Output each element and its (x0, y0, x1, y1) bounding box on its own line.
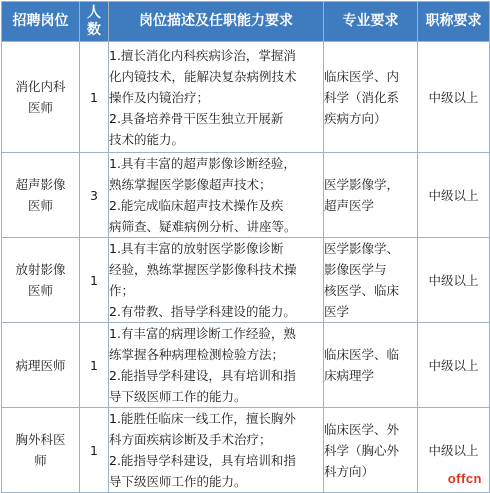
major-line: 疾病方向） (324, 110, 387, 126)
description-line: 熟练掌握医学影像超声技术； (109, 177, 272, 192)
description-line: 导下级医师工作的能力。 (109, 474, 247, 489)
major-line: 科方向） (324, 463, 375, 479)
major-line: 医学 (324, 304, 350, 319)
post-line: 病理医师 (15, 357, 66, 373)
major-line: 临床医学、外 (324, 421, 400, 437)
description-line: 技术的能力。 (109, 131, 185, 147)
post-cell (2, 323, 80, 408)
post-cell (2, 42, 80, 153)
table-row (2, 42, 490, 153)
major-line: 核医学、临床 (324, 283, 400, 298)
post-line: 胸外科医 (15, 432, 66, 447)
post-line: 医师 (27, 100, 53, 115)
count-cell: 3 (80, 153, 109, 238)
description-line: 病筛查、疑难病例分析、讲座等。 (109, 219, 297, 234)
major-line: 医学影像学， (324, 177, 400, 192)
title-requirement-cell: 中级以上 (418, 323, 490, 408)
description-line: 导下级医师工作的能力。 (109, 389, 247, 404)
title-requirement-cell: 中级以上 (418, 238, 490, 323)
description-line: 2.有带教、指导学科建设的能力。 (109, 304, 296, 319)
count-cell: 1 (80, 323, 109, 408)
post-line: 师 (34, 453, 47, 468)
major-cell (324, 153, 418, 238)
post-line: 消化内科 (15, 79, 66, 94)
major-line: 临床医学、临 (324, 347, 400, 362)
recruitment-table (1, 1, 490, 493)
table-row (2, 238, 490, 323)
description-line: 练掌握各种病理检测检验方法； (109, 347, 285, 362)
description-line: 经验，熟练掌握医学影像科技术操 (109, 262, 297, 277)
header-post: 招聘岗位 (2, 2, 80, 42)
table-row (2, 408, 490, 493)
description-line: 1.擅长消化内科疾病诊治，掌握消 (109, 47, 296, 63)
post-cell (2, 408, 80, 493)
description-line: 2.能指导学科建设，具有培训和指 (109, 368, 296, 383)
major-line: 临床医学、内 (324, 68, 400, 84)
major-cell (324, 323, 418, 408)
description-cell (109, 42, 324, 153)
title-requirement-cell: 中级以上 (418, 42, 490, 153)
major-line: 科学（消化系 (324, 89, 400, 105)
table-row (2, 323, 490, 408)
description-line: 1.能胜任临床一线工作，擅长胸外 (109, 411, 296, 426)
title-requirement-cell: 中级以上 (418, 153, 490, 238)
watermark-logo: offcn (447, 471, 482, 486)
description-line: 化内镜技术，能解决复杂病例技术 (109, 68, 297, 84)
post-line: 放射影像 (15, 262, 66, 277)
major-cell (324, 408, 418, 493)
description-cell (109, 408, 324, 493)
major-cell (324, 238, 418, 323)
description-line: 1.具有丰富的超声影像诊断经验， (109, 156, 296, 171)
header-row (2, 2, 490, 42)
description-cell (109, 238, 324, 323)
description-line: 2.具备培养骨干医生独立开展新 (109, 110, 284, 126)
major-line: 影像医学与 (324, 262, 387, 277)
description-line: 2.能完成临床超声技术操作及疾 (109, 198, 284, 213)
description-line: 2.能指导学科建设，具有培训和指 (109, 453, 296, 468)
post-cell (2, 153, 80, 238)
description-line: 操作及内镜治疗； (109, 89, 210, 105)
major-line: 床病理学 (324, 368, 375, 383)
count-cell: 1 (80, 408, 109, 493)
description-cell (109, 153, 324, 238)
header-description: 岗位描述及任职能力要求 (109, 2, 324, 42)
description-line: 1.具有丰富的放射医学影像诊断 (109, 241, 284, 256)
description-cell (109, 323, 324, 408)
table-row (2, 153, 490, 238)
description-line: 作； (109, 283, 135, 298)
post-line: 超声影像 (15, 177, 66, 192)
major-cell (324, 42, 418, 153)
description-line: 1.有丰富的病理诊断工作经验，熟 (109, 326, 296, 341)
post-cell (2, 238, 80, 323)
major-line: 医学影像学、 (324, 241, 400, 256)
header-major: 专业要求 (324, 2, 418, 42)
count-cell: 1 (80, 238, 109, 323)
title-requirement-cell: 中级以上 (418, 408, 490, 493)
header-title: 职称要求 (418, 2, 490, 42)
description-line: 科方面疾病诊断及手术治疗； (109, 432, 272, 447)
major-line: 科学（胸心外 (324, 442, 400, 458)
post-line: 医师 (27, 198, 53, 213)
count-cell: 1 (80, 42, 109, 153)
major-line: 超声医学 (324, 198, 375, 213)
post-line: 医师 (27, 283, 53, 298)
header-count: 人数 (80, 2, 109, 42)
